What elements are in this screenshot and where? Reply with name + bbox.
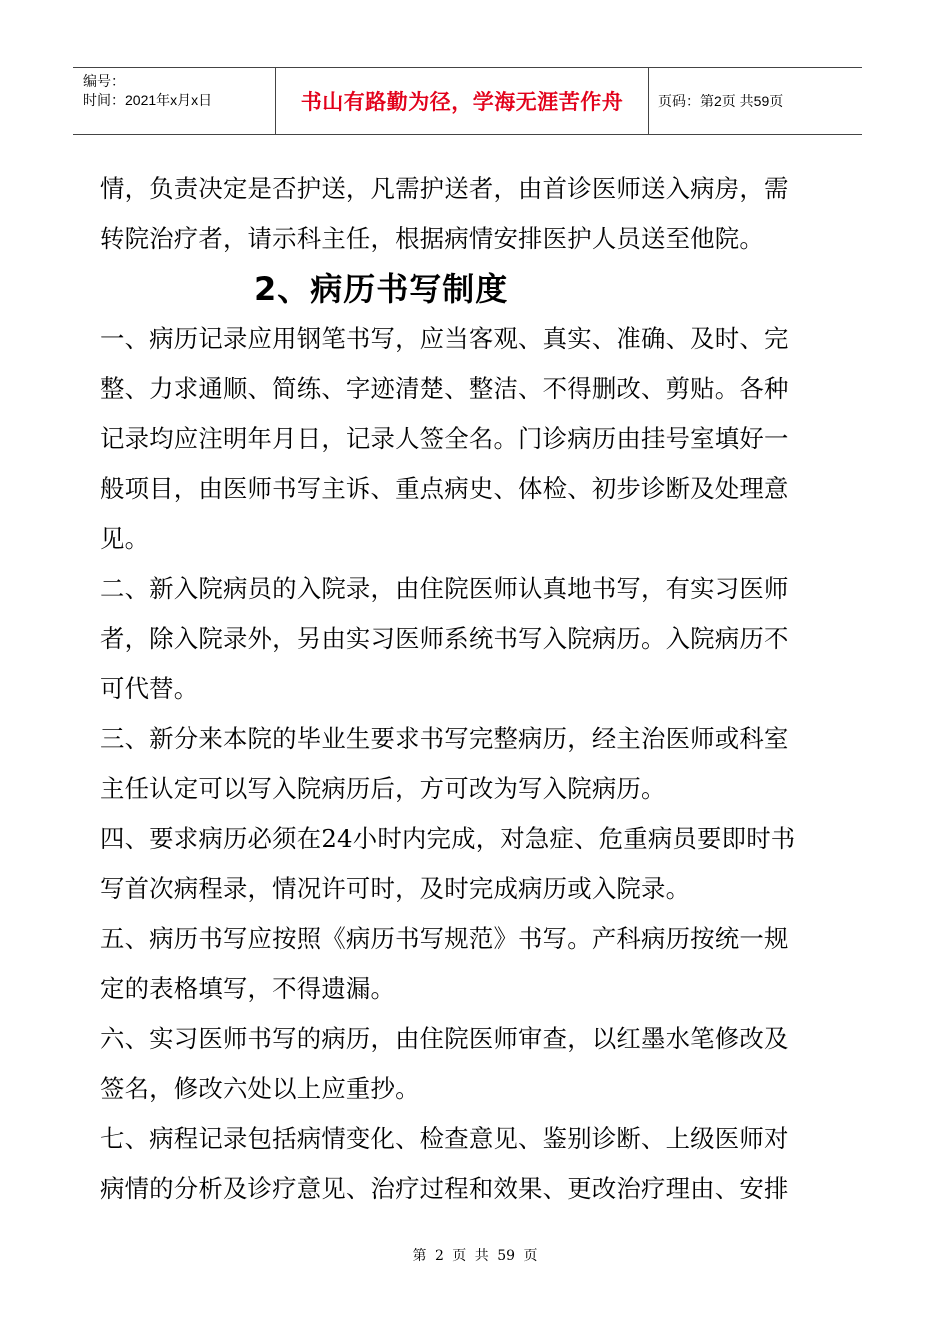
body-line: 二、新入院病员的入院录，由住院医师认真地书写，有实习医师 bbox=[100, 574, 789, 603]
document-time-label: 时间：2021年x月x日 bbox=[83, 92, 213, 108]
body-line: 者，除入院录外，另由实习医师系统书写入院病历。入院病历不 bbox=[100, 624, 789, 653]
header-page-code: 页码：第2页 共59页 bbox=[658, 93, 784, 109]
body-line: 定的表格填写，不得遗漏。 bbox=[100, 974, 396, 1003]
body-line: 三、新分来本院的毕业生要求书写完整病历，经主治医师或科室 bbox=[100, 724, 789, 753]
body-line: 六、实习医师书写的病历，由住院医师审查，以红墨水笔修改及 bbox=[100, 1024, 789, 1053]
body-line: 签名，修改六处以上应重抄。 bbox=[100, 1074, 420, 1103]
body-line: 七、病程记录包括病情变化、检查意见、鉴别诊断、上级医师对 bbox=[100, 1124, 789, 1153]
document-number-label: 编号： bbox=[83, 73, 125, 89]
body-line: 见。 bbox=[100, 524, 150, 553]
body-line: 一、病历记录应用钢笔书写，应当客观、真实、准确、及时、完 bbox=[100, 324, 789, 353]
body-line: 可代替。 bbox=[100, 674, 199, 703]
body-line: 五、病历书写应按照《病历书写规范》书写。产科病历按统一规 bbox=[100, 924, 789, 953]
body-line: 般项目，由医师书写主诉、重点病史、体检、初步诊断及处理意 bbox=[100, 474, 789, 503]
body-line: 主任认定可以写入院病历后，方可改为写入院病历。 bbox=[100, 774, 666, 803]
document-body bbox=[100, 164, 840, 1214]
page-footer: 第 2 页 共 59 页 bbox=[412, 1248, 538, 1264]
body-line: 记录均应注明年月日，记录人签全名。门诊病历由挂号室填好一 bbox=[100, 424, 789, 453]
body-line: 情，负责决定是否护送，凡需护送者，由首诊医师送入病房，需 bbox=[100, 174, 789, 203]
body-line: 病情的分析及诊疗意见、治疗过程和效果、更改治疗理由、安排 bbox=[100, 1174, 789, 1203]
header-meta bbox=[73, 68, 275, 134]
section-title: 2、病历书写制度 bbox=[254, 270, 509, 308]
body-line: 写首次病程录，情况许可时，及时完成病历或入院录。 bbox=[100, 874, 691, 903]
body-line: 转院治疗者，请示科主任，根据病情安排医护人员送至他院。 bbox=[100, 224, 764, 253]
body-line: 整、力求通顺、简练、字迹清楚、整洁、不得删改、剪贴。各种 bbox=[100, 374, 789, 403]
header-motto: 书山有路勤为径，学海无涯苦作舟 bbox=[275, 68, 649, 134]
body-line: 四、要求病历必须在24小时内完成，对急症、危重病员要即时书 bbox=[100, 824, 796, 853]
page-header bbox=[73, 67, 862, 135]
